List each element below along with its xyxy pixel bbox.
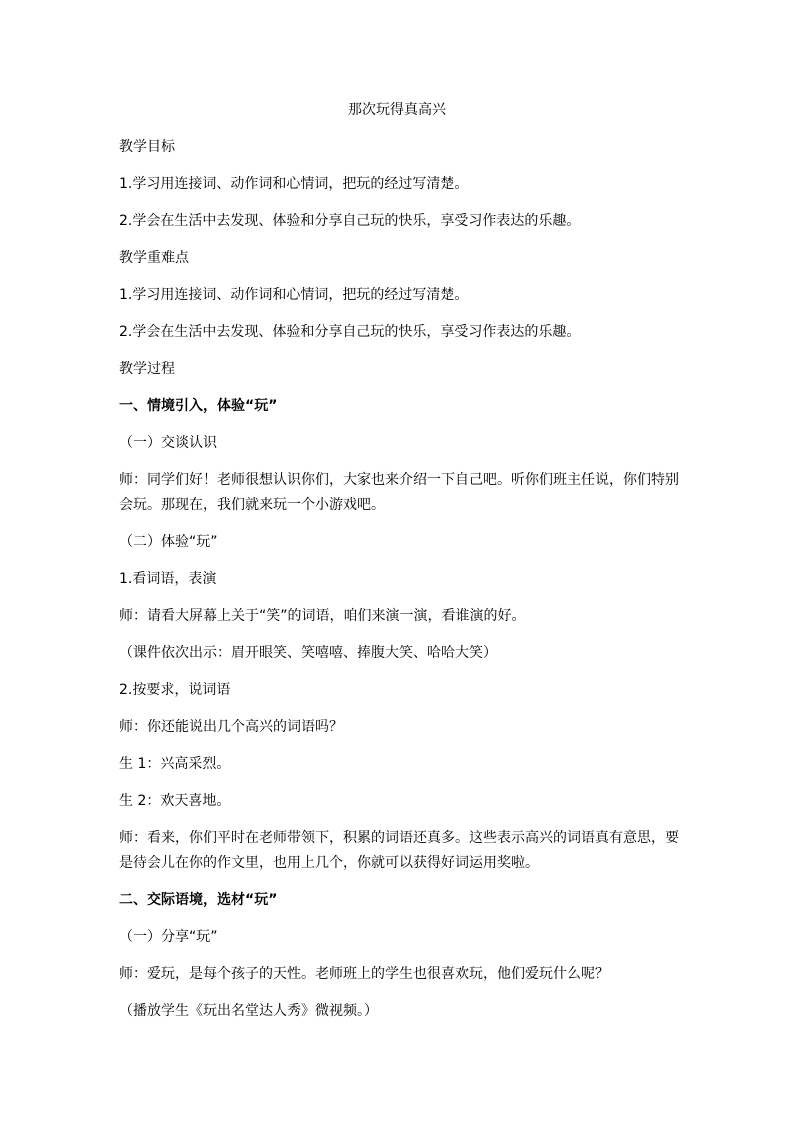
paragraph: 教学过程 bbox=[119, 361, 175, 377]
paragraph: 1.看词语，表演 bbox=[119, 571, 217, 587]
document-body bbox=[119, 135, 679, 1036]
paragraph: （二）体验“玩” bbox=[119, 534, 218, 550]
paragraph: 1.学习用连接词、动作词和心情词，把玩的经过写清楚。 bbox=[119, 287, 469, 303]
paragraph: 2.学会在生活中去发现、体验和分享自己玩的快乐，享受习作表达的乐趣。 bbox=[119, 213, 581, 229]
paragraph: 师：看来，你们平时在老师带领下，积累的词语还真多。这些表示高兴的词语真有意思，要是待会儿在你的作文里，也用上几个，你就可以获得好词运用奖啦。 bbox=[119, 830, 679, 871]
paragraph: 1.学习用连接词、动作词和心情词，把玩的经过写清楚。 bbox=[119, 176, 469, 192]
paragraph: （一）分享“玩” bbox=[119, 929, 218, 945]
document-title: 那次玩得真高兴 bbox=[348, 102, 446, 118]
paragraph: 师：爱玩，是每个孩子的天性。老师班上的学生也很喜欢玩，他们爱玩什么呢？ bbox=[119, 966, 609, 982]
paragraph: 生 1：兴高采烈。 bbox=[119, 756, 231, 772]
paragraph: （课件依次出示：眉开眼笑、笑嘻嘻、捧腹大笑、哈哈大笑） bbox=[119, 645, 497, 661]
paragraph: （播放学生《玩出名堂达人秀》微视频。） bbox=[119, 1003, 378, 1019]
paragraph: 师：同学们好！老师很想认识你们，大家也来介绍一下自己吧。听你们班主任说，你们特别会玩。那现在，我们就来玩一个小游戏吧。 bbox=[119, 472, 679, 513]
paragraph: 2.学会在生活中去发现、体验和分享自己玩的快乐，享受习作表达的乐趣。 bbox=[119, 324, 581, 340]
paragraph: 教学目标 bbox=[119, 139, 175, 155]
paragraph: 2.按要求，说词语 bbox=[119, 682, 231, 698]
paragraph: 教学重难点 bbox=[119, 250, 189, 266]
paragraph: （一）交谈认识 bbox=[119, 435, 217, 451]
section-heading: 二、交际语境，选材“玩” bbox=[119, 892, 278, 908]
paragraph: 生 2：欢天喜地。 bbox=[119, 793, 231, 809]
section-heading: 一、情境引入，体验“玩” bbox=[119, 398, 278, 414]
paragraph: 师：你还能说出几个高兴的词语吗？ bbox=[119, 719, 343, 735]
paragraph: 师：请看大屏幕上关于“笑”的词语，咱们来演一演，看谁演的好。 bbox=[119, 608, 526, 624]
